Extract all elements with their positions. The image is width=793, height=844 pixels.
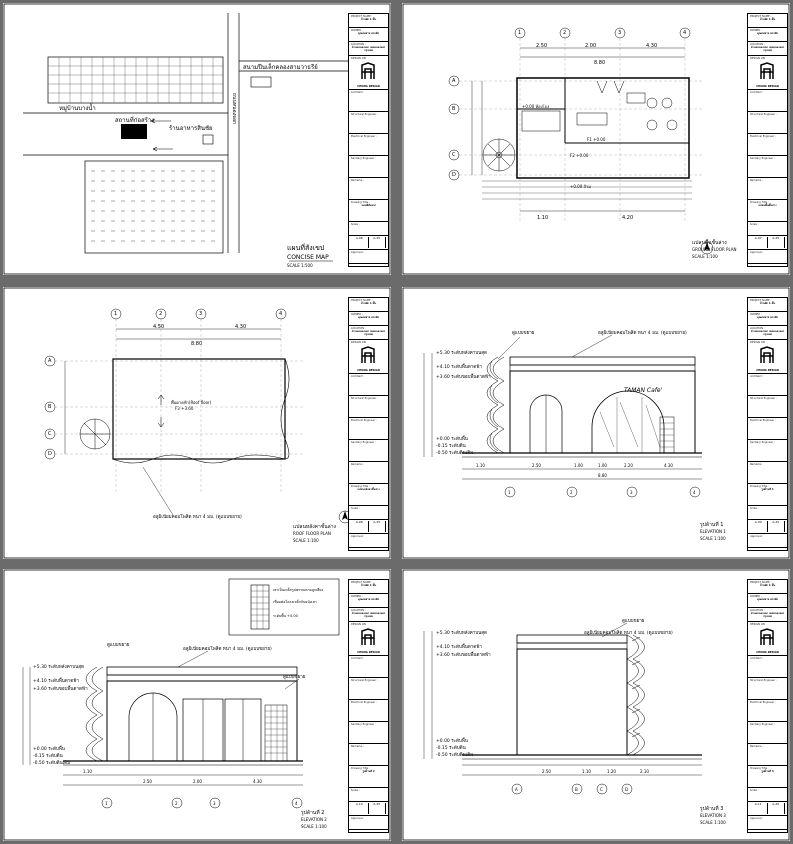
tb-structural-label: Structural Engineer : (750, 397, 777, 400)
tb-approval-label: Approval : (351, 817, 365, 820)
tb-studio: CHONG DESIGN (756, 651, 779, 654)
tb-studio: CHONG DESIGN (756, 369, 779, 372)
tb-remarks-label: Remarks : (351, 745, 365, 748)
tb-project-label: PROJECT NAME : (351, 581, 373, 584)
tb-owner: คุณสมชาย ทรงชัย (358, 316, 379, 319)
grid-c: C (452, 152, 456, 158)
tb-location: ตำบลหนองจอก เขตหนองจอก กรุงเทพ (750, 612, 785, 618)
grid-b: B (452, 106, 456, 112)
dim-total: 8.80 (598, 473, 607, 478)
grid-3: 3 (213, 801, 216, 806)
tb-design-label: DESIGN ON (750, 57, 765, 60)
dim-top-3: 4.30 (646, 43, 658, 49)
tb-drawing-title-label: Drawing Title : (750, 485, 769, 488)
tb-project: บ้านพัก 1 ชั้น (759, 302, 776, 305)
dim-bottom-1: 1.10 (537, 215, 549, 221)
tb-remarks-label: Remarks : (351, 463, 365, 466)
tb-electrical-label: Electrical Engineer : (750, 419, 776, 422)
tb-location-label: LOCATION : (351, 609, 366, 612)
roof-title-en: ROOF FLOOR PLAN (293, 531, 331, 536)
tb-owner: คุณสมชาย ทรงชัย (358, 598, 379, 601)
tb-studio: CHONG DESIGN (357, 651, 380, 654)
tb-location: ตำบลหนองจอก เขตหนองจอก กรุงเทพ (750, 46, 785, 52)
tb-electrical-label: Electrical Engineer : (750, 135, 776, 138)
tb-design-label: DESIGN ON (351, 341, 366, 344)
tb-drawing-title-label: Drawing Title : (351, 201, 370, 204)
grid-2: 2 (570, 490, 573, 495)
grid-a: A (48, 358, 52, 364)
dim-top-1: 2.50 (536, 43, 548, 49)
tb-scale-label: Scale : (351, 789, 360, 792)
dim-2: 1.10 (582, 769, 591, 774)
plan-scale: SCALE 1:100 (692, 254, 718, 259)
studio-logo-icon (361, 628, 375, 646)
map-label-village: หมู่บ้านบางน้ำ (59, 105, 96, 112)
map-drawing (3, 3, 391, 275)
level-3: +3.60 ระดับขอบพื้นดาดฟ้า (33, 687, 88, 692)
elev2-title-th: รูปด้านที่ 2 (301, 810, 325, 816)
tb-remarks-label: Remarks : (750, 745, 764, 748)
tb-remarks-label: Remarks : (750, 179, 764, 182)
grid-1: 1 (518, 30, 522, 36)
grid-3: 3 (618, 30, 622, 36)
tb-location-label: LOCATION : (750, 43, 765, 46)
callout-stair: ดูแบบขยาย (512, 331, 535, 336)
tb-architect-label: Architect : (351, 91, 365, 94)
tb-design-label: DESIGN ON (750, 623, 765, 626)
tb-total: A-25 (369, 237, 387, 248)
callout-panel: อลูมิเนียมคอมโพสิต หนา 4 มม. (ดูแบบขยาย) (584, 631, 673, 636)
tb-total: A-25 (768, 803, 786, 814)
level-5: -0.15 ระดับดิน (33, 754, 63, 759)
dim-1: 2.50 (542, 769, 551, 774)
studio-logo-icon (760, 346, 774, 364)
tb-design-label: DESIGN ON (750, 341, 765, 344)
grid-2: 2 (563, 30, 567, 36)
tb-approval-label: Approval : (750, 535, 764, 538)
dim-top-2: 4.30 (235, 324, 247, 330)
tb-drawing-title: รูปด้านที่ 2 (362, 770, 375, 773)
studio-logo-icon (760, 628, 774, 646)
tb-total: A-25 (369, 521, 387, 532)
detail-note-1: เสาเป็นเหล็กรูปพรรณตามลูกเสียง (273, 588, 324, 592)
level-6: -0.50 ระดับดินเดิม (436, 451, 474, 456)
tb-project-label: PROJECT NAME : (351, 299, 373, 302)
tb-location: ตำบลหนองจอก เขตหนองจอก กรุงเทพ (351, 46, 386, 52)
roof-scale: SCALE 1:100 (293, 538, 319, 543)
dim-bottom-2: 4.20 (622, 215, 634, 221)
elevation-1-drawing (402, 287, 790, 559)
tb-sanitary-label: Sanitary Engineer : (351, 441, 376, 444)
tb-scale-label: Scale : (750, 507, 759, 510)
tb-drawing-title: รูปด้านที่ 3 (761, 770, 774, 773)
dim-6: 4.30 (664, 463, 673, 468)
plan-title-th: แปลนพื้นชั้นล่าง (692, 240, 727, 246)
detail-note-2: เชื่อมต่อโครงเหล็กกับผนังเสา (273, 600, 317, 604)
tb-structural-label: Structural Engineer : (750, 679, 777, 682)
room-tag-4: +0.00 ส้วม (570, 184, 591, 189)
grid-1: 1 (105, 801, 108, 806)
tb-location: ตำบลหนองจอก เขตหนองจอก กรุงเทพ (351, 612, 386, 618)
level-4: +0.00 ระดับพื้น (33, 747, 65, 752)
map-label-site: สถานที่ก่อสร้าง (115, 117, 155, 124)
tb-owner: คุณสมชาย ทรงชัย (358, 32, 379, 35)
tb-architect-label: Architect : (750, 375, 764, 378)
tb-location: ตำบลหนองจอก เขตหนองจอก กรุงเทพ (351, 330, 386, 336)
tb-sanitary-label: Sanitary Engineer : (351, 723, 376, 726)
detail-note-3: ระดับพื้น +0.00 (273, 614, 298, 618)
tb-design-label: DESIGN ON (351, 623, 366, 626)
level-6: -0.50 ระดับดินเดิม (33, 761, 71, 766)
grid-c: C (48, 431, 52, 437)
grid-a: A (515, 787, 518, 792)
grid-d: D (48, 451, 52, 457)
tb-studio: CHONG DESIGN (756, 85, 779, 88)
grid-3: 3 (630, 490, 633, 495)
level-2: +4.10 ระดับพื้นดาดฟ้า (436, 365, 482, 370)
tb-architect-label: Architect : (750, 91, 764, 94)
studio-logo-icon (760, 62, 774, 80)
tb-owner: คุณสมชาย ทรงชัย (757, 32, 778, 35)
studio-logo-icon (361, 62, 375, 80)
elev1-title-th: รูปด้านที่ 1 (700, 522, 724, 528)
level-3: +3.60 ระดับขอบพื้นดาดฟ้า (436, 653, 491, 658)
tb-owner-label: OWNER : (750, 29, 762, 32)
tb-location-label: LOCATION : (750, 327, 765, 330)
tb-electrical-label: Electrical Engineer : (351, 135, 377, 138)
tb-architect-label: Architect : (750, 657, 764, 660)
tb-sanitary-label: Sanitary Engineer : (750, 441, 775, 444)
tb-structural-label: Structural Engineer : (351, 397, 378, 400)
callout-grille: ดูแบบขยาย (283, 675, 306, 680)
grid-d: D (452, 172, 456, 178)
studio-logo-icon (361, 346, 375, 364)
tb-location-label: LOCATION : (351, 327, 366, 330)
tb-remarks-label: Remarks : (750, 463, 764, 466)
dim-3: 1.00 (574, 463, 583, 468)
elev1-scale: SCALE 1:100 (700, 536, 726, 541)
room-tag-2: F1 +0.00 (587, 137, 606, 142)
tb-location: ตำบลหนองจอก เขตหนองจอก กรุงเทพ (750, 330, 785, 336)
callout-stair: ดูแบบขยาย (107, 643, 130, 648)
level-2: +4.10 ระดับพื้นดาดฟ้า (33, 679, 79, 684)
tb-project-label: PROJECT NAME : (750, 15, 772, 18)
dim-3: 1.20 (607, 769, 616, 774)
grid-a: A (452, 78, 456, 84)
tb-remarks-label: Remarks : (351, 179, 365, 182)
map-title-en: CONCISE MAP (287, 254, 329, 261)
tb-structural-label: Structural Engineer : (351, 679, 378, 682)
map-label-mart: ร้านอาหารสินชัย (169, 125, 213, 132)
tb-owner: คุณสมชาย ทรงชัย (757, 598, 778, 601)
elev3-scale: SCALE 1:100 (700, 820, 726, 825)
tb-drawing-no: A-11 (750, 803, 768, 814)
level-4: +0.00 ระดับพื้น (436, 437, 468, 442)
dim-1: 1.10 (476, 463, 485, 468)
dim-3: 2.00 (193, 779, 202, 784)
tb-location-label: LOCATION : (750, 609, 765, 612)
roof-level: F3 +3.60 (175, 406, 194, 411)
dim-4: 1.00 (598, 463, 607, 468)
tb-total: A-25 (369, 803, 387, 814)
tb-architect-label: Architect : (351, 375, 365, 378)
grid-2: 2 (175, 801, 178, 806)
tb-architect-label: Architect : (351, 657, 365, 660)
grid-4: 4 (279, 311, 283, 317)
tb-studio: CHONG DESIGN (357, 85, 380, 88)
tb-drawing-title: แปลนพื้นชั้นล่าง (758, 204, 777, 207)
roof-label: พื้นดาดฟ้า(Roof floor) (171, 400, 212, 405)
sheet-concise-map[interactable] (3, 3, 391, 275)
map-label-temple: สนามปืนเล็กคลองสามวาธรีย์ (243, 64, 318, 71)
tb-electrical-label: Electrical Engineer : (750, 701, 776, 704)
room-tag-3: F2 +0.00 (570, 153, 589, 158)
grid-b: B (48, 404, 52, 410)
sheet-elevation-2[interactable] (3, 569, 391, 841)
tb-electrical-label: Electrical Engineer : (351, 701, 377, 704)
grid-1: 1 (114, 311, 118, 317)
tb-drawing-title: แผนที่สังเขป (361, 204, 376, 207)
dim-4: 4.30 (253, 779, 262, 784)
tb-project: บ้านพัก 1 ชั้น (360, 18, 377, 21)
tb-owner-label: OWNER : (351, 29, 363, 32)
level-6: -0.50 ระดับดินเดิม (436, 753, 474, 758)
tb-sanitary-label: Sanitary Engineer : (750, 157, 775, 160)
tb-scale-label: Scale : (351, 507, 360, 510)
tb-total: A-25 (768, 521, 786, 532)
dim-2: 2.50 (532, 463, 541, 468)
elev2-scale: SCALE 1:100 (301, 824, 327, 829)
title-block (747, 13, 788, 267)
map-title-th: แผนที่สังเขป (287, 244, 325, 252)
roof-title-th: แปลนหลังคาชั้นล่าง (293, 524, 336, 530)
tb-drawing-title: รูปด้านที่ 1 (761, 488, 774, 491)
sheet-elevation-3[interactable] (402, 569, 790, 841)
title-block (348, 297, 389, 551)
tb-owner: คุณสมชาย ทรงชัย (757, 316, 778, 319)
dim-1: 1.10 (83, 769, 92, 774)
tb-approval-label: Approval : (351, 535, 365, 538)
dim-top-2: 2.00 (585, 43, 597, 49)
tb-owner-label: OWNER : (750, 595, 762, 598)
dim-5: 2.20 (624, 463, 633, 468)
grid-d: D (625, 787, 629, 792)
sheet-roof-plan[interactable] (3, 287, 391, 559)
elev3-title-en: ELEVATION 3 (700, 813, 726, 818)
grid-4: 4 (295, 801, 298, 806)
tb-owner-label: OWNER : (351, 313, 363, 316)
dim-2: 2.50 (143, 779, 152, 784)
dim-total: 8.80 (594, 60, 606, 66)
dim-total: 8.80 (191, 341, 203, 347)
title-block (747, 297, 788, 551)
tb-drawing-title-label: Drawing Title : (351, 485, 370, 488)
tb-project: บ้านพัก 1 ชั้น (360, 302, 377, 305)
tb-structural-label: Structural Engineer : (750, 113, 777, 116)
level-5: -0.15 ระดับดิน (436, 746, 466, 751)
elevation-2-drawing (3, 569, 391, 841)
tb-project-label: PROJECT NAME : (351, 15, 373, 18)
title-block (348, 13, 389, 267)
tb-sanitary-label: Sanitary Engineer : (750, 723, 775, 726)
title-block (747, 579, 788, 833)
tb-design-label: DESIGN ON (351, 57, 366, 60)
sheet-ground-floor-plan[interactable] (402, 3, 790, 275)
elevation-3-drawing (402, 569, 790, 841)
tb-project: บ้านพัก 1 ชั้น (360, 584, 377, 587)
tb-project-label: PROJECT NAME : (750, 581, 772, 584)
tb-studio: CHONG DESIGN (357, 369, 380, 372)
tb-electrical-label: Electrical Engineer : (351, 419, 377, 422)
tb-location-label: LOCATION : (351, 43, 366, 46)
tb-drawing-no: A-09 (750, 521, 768, 532)
roof-note: อลูมิเนียมคอมโพสิต หนา 4 มม. (ดูแบบขยาย) (153, 515, 242, 520)
map-scale: SCALE 1:500 (287, 263, 313, 268)
tb-approval-label: Approval : (750, 817, 764, 820)
tb-drawing-title-label: Drawing Title : (750, 201, 769, 204)
tb-scale-label: Scale : (351, 223, 360, 226)
level-1: +5.30 ระดับหลังคาบนสุด (436, 631, 487, 636)
tb-drawing-title: แปลนหลังคาชั้นล่าง (357, 488, 380, 491)
title-block (348, 579, 389, 833)
callout-stair: ดูแบบขยาย (622, 619, 645, 624)
tb-structural-label: Structural Engineer : (351, 113, 378, 116)
cafe-sign: TAMAN Cafe' (624, 387, 663, 394)
tb-approval-label: Approval : (750, 251, 764, 254)
tb-drawing-title-label: Drawing Title : (750, 767, 769, 770)
level-1: +5.30 ระดับหลังคาบนสุด (33, 665, 84, 670)
callout-panel: อลูมิเนียมคอมโพสิต หนา 4 มม. (ดูแบบขยาย) (183, 647, 272, 652)
sheet-elevation-1[interactable] (402, 287, 790, 559)
elev1-title-en: ELEVATION 1 (700, 529, 726, 534)
tb-sanitary-label: Sanitary Engineer : (351, 157, 376, 160)
grid-b: B (575, 787, 578, 792)
tb-scale-label: Scale : (750, 223, 759, 226)
tb-approval-label: Approval : (351, 251, 365, 254)
grid-1: 1 (508, 490, 511, 495)
tb-drawing-title-label: Drawing Title : (351, 767, 370, 770)
grid-c: C (600, 787, 603, 792)
elev2-title-en: ELEVATION 2 (301, 817, 327, 822)
grid-3: 3 (199, 311, 203, 317)
room-tag-1: +0.00 ห้องโถง (522, 104, 550, 109)
map-label-road: ถนนหนองจอก (231, 93, 237, 124)
dim-top-1: 4.50 (153, 324, 165, 330)
tb-scale-label: Scale : (750, 789, 759, 792)
tb-project-label: PROJECT NAME : (750, 299, 772, 302)
tb-owner-label: OWNER : (750, 313, 762, 316)
tb-owner-label: OWNER : (351, 595, 363, 598)
level-4: +0.00 ระดับพื้น (436, 739, 468, 744)
tb-drawing-no: A-07 (750, 237, 768, 248)
grid-4: 4 (693, 490, 696, 495)
dim-4: 2.10 (640, 769, 649, 774)
grid-2: 2 (159, 311, 163, 317)
tb-project: บ้านพัก 1 ชั้น (759, 18, 776, 21)
level-5: -0.15 ระดับดิน (436, 444, 466, 449)
tb-drawing-no: A-06 (351, 237, 369, 248)
level-3: +3.60 ระดับขอบพื้นดาดฟ้า (436, 375, 491, 380)
callout-panel: อลูมิเนียมคอมโพสิต หนา 4 มม. (ดูแบบขยาย) (598, 331, 687, 336)
level-1: +5.30 ระดับหลังคาบนสุด (436, 351, 487, 356)
tb-drawing-no: A-08 (351, 521, 369, 532)
tb-drawing-no: A-10 (351, 803, 369, 814)
tb-total: A-25 (768, 237, 786, 248)
grid-4: 4 (683, 30, 687, 36)
tb-project: บ้านพัก 1 ชั้น (759, 584, 776, 587)
elev3-title-th: รูปด้านที่ 3 (700, 806, 724, 812)
level-2: +4.10 ระดับพื้นดาดฟ้า (436, 645, 482, 650)
plan-title-en: GROUND FLOOR PLAN (692, 247, 737, 252)
